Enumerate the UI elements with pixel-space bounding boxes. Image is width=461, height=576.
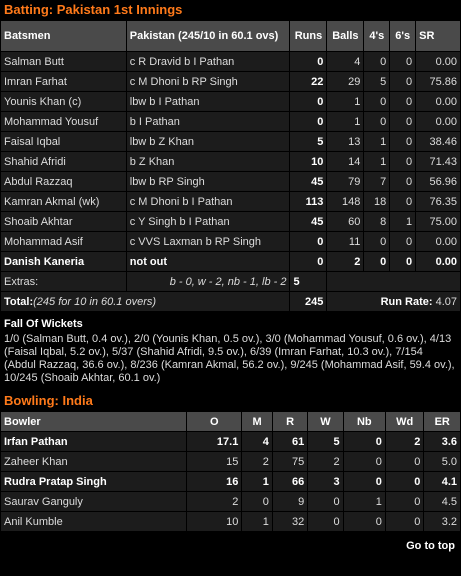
bowler-name: Rudra Pratap Singh [1, 472, 186, 491]
fours: 0 [364, 252, 389, 271]
dismissal: lbw b Z Khan [127, 132, 290, 151]
col-fours: 4's [364, 21, 389, 51]
runs-conceded: 61 [273, 432, 307, 451]
strike-rate: 0.00 [416, 52, 460, 71]
economy: 4.5 [424, 492, 460, 511]
fours: 0 [364, 232, 389, 251]
batsman-name: Faisal Iqbal [1, 132, 126, 151]
batting-row [1, 72, 460, 91]
noballs: 0 [344, 472, 385, 491]
col-dismissal: Pakistan (245/10 in 60.1 ovs) [127, 21, 290, 51]
sixes: 0 [390, 92, 415, 111]
wides: 0 [386, 512, 424, 531]
dismissal: not out [127, 252, 290, 271]
sixes: 0 [390, 112, 415, 131]
economy: 4.1 [424, 472, 460, 491]
fours: 1 [364, 132, 389, 151]
batting-row [1, 152, 460, 171]
runs: 5 [290, 132, 326, 151]
total-value: 245 [290, 292, 326, 311]
dismissal: c Y Singh b I Pathan [127, 212, 290, 231]
bowling-section-title: Bowling: India [4, 393, 93, 408]
bowling-row [1, 452, 460, 471]
batsman-name: Mohammad Yousuf [1, 112, 126, 131]
dismissal: b Z Khan [127, 152, 290, 171]
batting-row [1, 52, 460, 71]
fall-of-wickets [0, 312, 461, 391]
fours: 1 [364, 152, 389, 171]
extras-value: 5 [290, 272, 326, 291]
strike-rate: 38.46 [416, 132, 460, 151]
sixes: 0 [390, 172, 415, 191]
col-noballs: Nb [344, 412, 385, 431]
noballs: 0 [344, 432, 385, 451]
col-wickets: W [308, 412, 342, 431]
extras-row [1, 272, 460, 291]
maidens: 0 [242, 492, 272, 511]
runs-conceded: 9 [273, 492, 307, 511]
batsman-name: Abdul Razzaq [1, 172, 126, 191]
balls: 29 [327, 72, 363, 91]
run-rate-value: 4.07 [435, 295, 457, 308]
overs: 17.1 [187, 432, 241, 451]
batting-row [1, 232, 460, 251]
batsman-name: Mohammad Asif [1, 232, 126, 251]
balls: 11 [327, 232, 363, 251]
maidens: 4 [242, 432, 272, 451]
fours: 5 [364, 72, 389, 91]
noballs: 0 [344, 452, 385, 471]
run-rate-label: Run Rate: [380, 295, 433, 308]
runs: 0 [290, 52, 326, 71]
sixes: 0 [390, 132, 415, 151]
strike-rate: 76.35 [416, 192, 460, 211]
batting-header-row [1, 21, 460, 51]
dismissal: b I Pathan [127, 112, 290, 131]
runs-conceded: 32 [273, 512, 307, 531]
strike-rate: 75.86 [416, 72, 460, 91]
col-overs: O [187, 412, 241, 431]
overs: 10 [187, 512, 241, 531]
wickets: 0 [308, 512, 342, 531]
bowler-name: Anil Kumble [1, 512, 186, 531]
balls: 2 [327, 252, 363, 271]
balls: 1 [327, 112, 363, 131]
dismissal: c M Dhoni b RP Singh [127, 72, 290, 91]
fours: 0 [364, 112, 389, 131]
balls: 14 [327, 152, 363, 171]
total-cell [1, 292, 289, 311]
strike-rate: 75.00 [416, 212, 460, 231]
wides: 2 [386, 432, 424, 451]
batsman-name: Kamran Akmal (wk) [1, 192, 126, 211]
sixes: 0 [390, 192, 415, 211]
strike-rate: 71.43 [416, 152, 460, 171]
batting-section-title: Batting: Pakistan 1st Innings [4, 2, 183, 17]
balls: 60 [327, 212, 363, 231]
extras-label: Extras: [1, 272, 126, 291]
runs-conceded: 66 [273, 472, 307, 491]
runs: 0 [290, 112, 326, 131]
sixes: 1 [390, 212, 415, 231]
batting-row [1, 212, 460, 231]
batsman-name: Danish Kaneria [1, 252, 126, 271]
total-row [1, 292, 460, 311]
wickets: 2 [308, 452, 342, 471]
bowling-row [1, 492, 460, 511]
batting-row [1, 252, 460, 271]
strike-rate: 0.00 [416, 252, 460, 271]
bowler-name: Zaheer Khan [1, 452, 186, 471]
fours: 0 [364, 52, 389, 71]
col-economy: ER [424, 412, 460, 431]
runs: 0 [290, 232, 326, 251]
wickets: 0 [308, 492, 342, 511]
batting-row [1, 112, 460, 131]
wides: 0 [386, 492, 424, 511]
sixes: 0 [390, 252, 415, 271]
col-wides: Wd [386, 412, 424, 431]
col-balls: Balls [327, 21, 363, 51]
bowling-row [1, 472, 460, 491]
col-bowler: Bowler [1, 412, 186, 431]
economy: 3.6 [424, 432, 460, 451]
balls: 13 [327, 132, 363, 151]
runs-conceded: 75 [273, 452, 307, 471]
batting-row [1, 192, 460, 211]
col-sr: SR [416, 21, 460, 51]
runs: 22 [290, 72, 326, 91]
balls: 4 [327, 52, 363, 71]
col-runs: Runs [290, 21, 326, 51]
strike-rate: 0.00 [416, 92, 460, 111]
sixes: 0 [390, 152, 415, 171]
dismissal: c M Dhoni b I Pathan [127, 192, 290, 211]
batting-row [1, 172, 460, 191]
col-runs-conceded: R [273, 412, 307, 431]
maidens: 1 [242, 472, 272, 491]
dismissal: c VVS Laxman b RP Singh [127, 232, 290, 251]
extras-empty [327, 272, 460, 291]
runs: 0 [290, 92, 326, 111]
bowling-table [0, 411, 461, 532]
balls: 148 [327, 192, 363, 211]
wickets: 5 [308, 432, 342, 451]
batsman-name: Shoaib Akhtar [1, 212, 126, 231]
fow-text: 1/0 (Salman Butt, 0.4 ov.), 2/0 (Younis Khan, 0.5 ov.), 3/0 (Mohammad Yousuf, 0.6 ov.), 4/13 (Faisal Iqbal, 5.2 ov.), 5/37 (Shahid Afridi, 9.5 ov.), 6/39 (Imran Farhat, 10.3 ov.), 7/154 (Abdul Razzaq, 36.6 ov.), 8/236 (Kamran Akmal, 56.2 ov.), 9/245 (Mohammad Asif, 59.4 ov.), 10/245 (Shoaib Akhtar, 60.1 ov.) [4, 333, 455, 384]
batting-row [1, 92, 460, 111]
col-batsmen: Batsmen [1, 21, 126, 51]
balls: 1 [327, 92, 363, 111]
noballs: 0 [344, 512, 385, 531]
wides: 0 [386, 452, 424, 471]
bowling-row [1, 512, 460, 531]
fow-title: Fall Of Wickets [4, 318, 83, 330]
sixes: 0 [390, 232, 415, 251]
strike-rate: 0.00 [416, 112, 460, 131]
strike-rate: 0.00 [416, 232, 460, 251]
overs: 15 [187, 452, 241, 471]
run-rate-cell [327, 292, 460, 311]
total-label: Total: [4, 295, 34, 308]
fours: 8 [364, 212, 389, 231]
maidens: 1 [242, 512, 272, 531]
dismissal: c R Dravid b I Pathan [127, 52, 290, 71]
overs: 2 [187, 492, 241, 511]
batsman-name: Imran Farhat [1, 72, 126, 91]
runs: 45 [290, 172, 326, 191]
sixes: 0 [390, 52, 415, 71]
dismissal: lbw b RP Singh [127, 172, 290, 191]
bowling-row [1, 432, 460, 451]
fours: 18 [364, 192, 389, 211]
batting-row [1, 132, 460, 151]
bowler-name: Irfan Pathan [1, 432, 186, 451]
noballs: 1 [344, 492, 385, 511]
economy: 5.0 [424, 452, 460, 471]
wides: 0 [386, 472, 424, 491]
batsman-name: Shahid Afridi [1, 152, 126, 171]
strike-rate: 56.96 [416, 172, 460, 191]
wickets: 3 [308, 472, 342, 491]
runs: 10 [290, 152, 326, 171]
maidens: 2 [242, 452, 272, 471]
batting-table [0, 20, 461, 312]
runs: 45 [290, 212, 326, 231]
economy: 3.2 [424, 512, 460, 531]
col-maidens: M [242, 412, 272, 431]
fours: 0 [364, 92, 389, 111]
col-sixes: 6's [390, 21, 415, 51]
extras-detail: b - 0, w - 2, nb - 1, lb - 2 [127, 272, 290, 291]
batsman-name: Salman Butt [1, 52, 126, 71]
overs: 16 [187, 472, 241, 491]
dismissal: lbw b I Pathan [127, 92, 290, 111]
bowler-name: Saurav Ganguly [1, 492, 186, 511]
runs: 113 [290, 192, 326, 211]
go-to-top-link[interactable]: Go to top [406, 540, 455, 552]
bowling-header-row [1, 412, 460, 431]
runs: 0 [290, 252, 326, 271]
total-detail: (245 for 10 in 60.1 overs) [33, 295, 157, 308]
fours: 7 [364, 172, 389, 191]
batsman-name: Younis Khan (c) [1, 92, 126, 111]
balls: 79 [327, 172, 363, 191]
sixes: 0 [390, 72, 415, 91]
